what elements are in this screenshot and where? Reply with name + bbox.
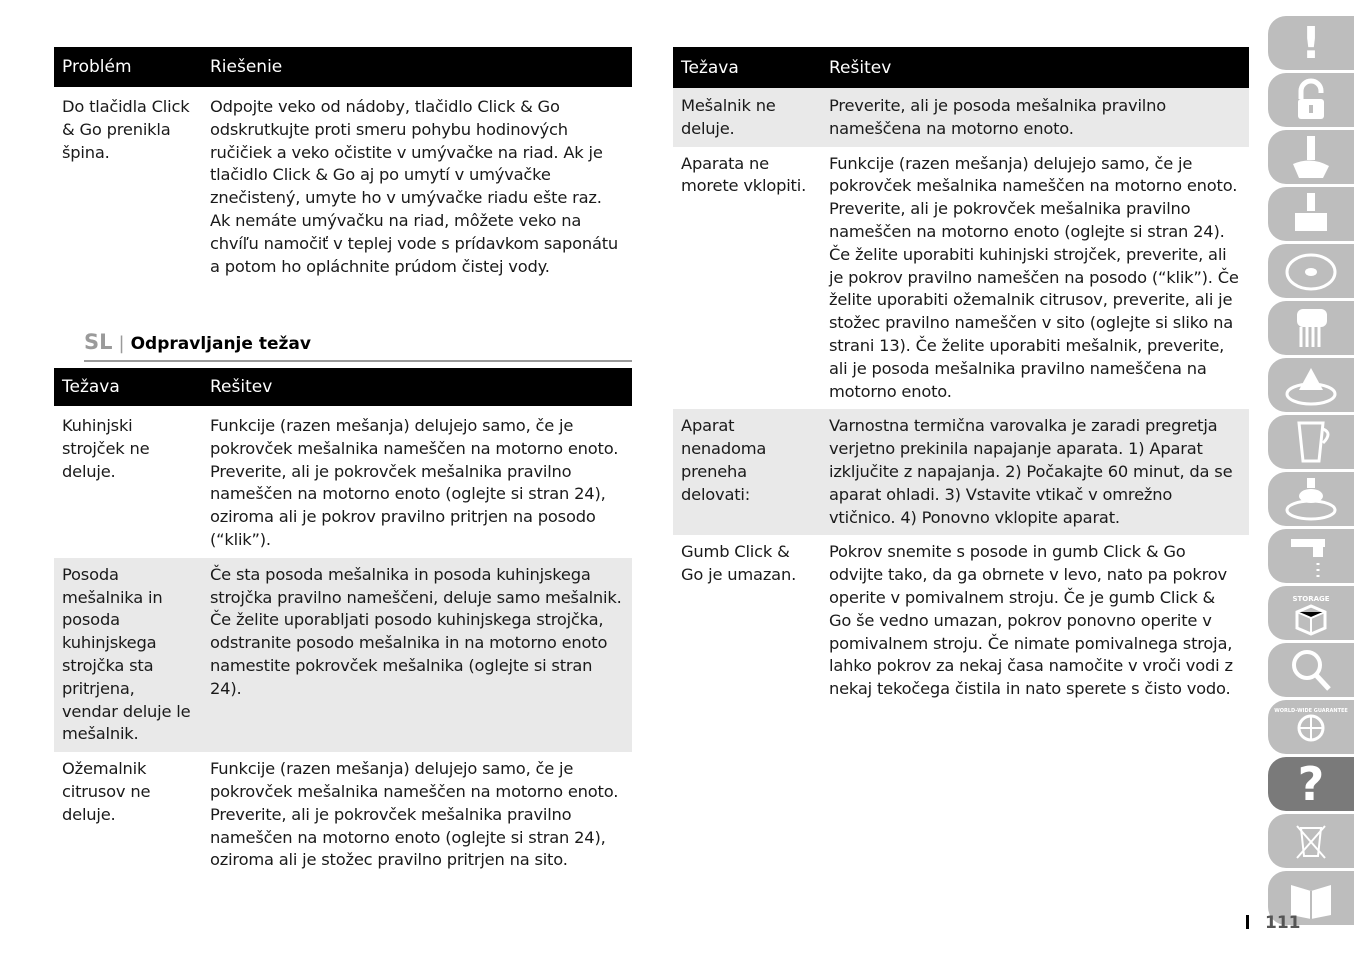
column-header-solution: Rešitev	[202, 368, 632, 406]
problem-cell: Kuhinjski strojček ne deluje.	[62, 416, 150, 481]
food-processor-icon	[1283, 191, 1339, 237]
table-row	[673, 409, 1249, 535]
problem-cell: Posoda mešalnika in posoda kuhinjskega strojčka sta pritrjena, vendar deluje le mešalnik.	[54, 558, 202, 752]
assembly-icon	[1283, 476, 1339, 522]
column-header-problem: Problém	[54, 47, 202, 87]
page-number	[1246, 913, 1301, 933]
storage-box-icon	[1283, 590, 1339, 636]
tab-safety[interactable]	[1268, 16, 1354, 70]
table-row	[54, 406, 632, 558]
column-header-solution: Rešitev	[821, 47, 1249, 88]
solution-cell: Varnostna termična varovalka je zaradi pregretja verjetno prekinila napajanje aparata. 1) Aparat izključite z napajanja. 2) Počakajte 60 minut, da se aparat ohladi. 3) Vstavite vtikač v omrežno vtičnico. 4) Ponovno vklopite aparat.	[821, 409, 1249, 535]
tab-jug[interactable]	[1268, 415, 1354, 469]
problem-cell: Aparat nenadoma preneha delovati:	[673, 409, 821, 535]
solution-cell: Če sta posoda mešalnika in posoda kuhinjskega strojčka pravilno nameščeni, deluje samo mešalnik. Če želite uporabljati posodo kuhinjskega strojčka, odstranite posodo mešalnika in na motorno enoto namestite pokrovček mešalnika (oglejte si stran 24).	[202, 558, 632, 752]
whisk-icon	[1283, 305, 1339, 351]
table-row	[54, 87, 632, 284]
troubleshooting-table-sk	[54, 47, 632, 284]
guarantee-label: WORLD-WIDE GUARANTEE	[1274, 708, 1348, 714]
solution-cell: Preverite, ali je posoda mešalnika pravilno nameščena na motorno enoto.	[821, 88, 1249, 147]
padlock-icon	[1283, 77, 1339, 123]
problem-cell: Mešalnik ne deluje.	[673, 88, 821, 147]
column-header-problem: Težava	[54, 368, 202, 406]
slicing-disc-icon	[1283, 248, 1339, 294]
citrus-press-icon	[1283, 362, 1339, 408]
solution-cell: Odpojte veko od nádoby, tlačidlo Click & Go odskrutkujte proti smeru pohybu hodinových ručičiek a veko očistite v umývačke na riad. Ak je tlačidlo Click & Go aj po umytí v umývačke znečistený, umyte ho v umývačke riadu ešte raz. Ak nemáte umývačku na riad, môžete veko na chvíľu namočiť v teplej vode s prídavkom saponátu a potom ho opláchnite prúdom čistej vody.	[210, 97, 619, 276]
problem-cell: Aparata ne morete vklopiti.	[681, 153, 807, 196]
globe-icon	[1274, 704, 1348, 750]
tab-citrus-press[interactable]	[1268, 358, 1354, 412]
problem-cell: Do tlačidla Click & Go prenikla špina.	[62, 97, 190, 162]
page-number-bar	[1246, 915, 1249, 929]
tab-food-processor[interactable]	[1268, 187, 1354, 241]
tab-troubleshooting[interactable]	[1268, 757, 1354, 811]
tab-guarantee[interactable]	[1268, 700, 1354, 754]
tab-lock[interactable]	[1268, 73, 1354, 127]
table-row	[673, 147, 1249, 410]
table-header-row	[54, 368, 632, 406]
question-icon: ?	[1297, 757, 1325, 811]
tab-environment[interactable]	[1268, 814, 1354, 868]
solution-cell: Funkcije (razen mešanja) delujejo samo, če je pokrovček mešalnika nameščen na motorno enoto. Preverite, ali je pokrovček mešalnika pravilno nameščen na motorno enoto (oglejte si stran 24). Če želite uporabiti kuhinjski strojček, preverite, ali je pokrov pravilno nameščen na posodo (“klik”). Če želite uporabiti ožemalnik citrusov, preverite, ali je stožec pravilno nameščen v sito (oglejte si sliko na strani 13). Če želite uporabiti mešalnik, preverite, ali je posoda mešalnika pravilno nameščena na motorno enoto.	[829, 153, 1239, 401]
troubleshooting-table-sl-right	[673, 47, 1249, 707]
jug-icon	[1283, 419, 1339, 465]
table-row	[54, 752, 632, 878]
solution-cell: Funkcije (razen mešanja) delujejo samo, če je pokrovček mešalnika nameščen na motorno enoto. Preverite, ali je pokrovček mešalnika pravilno nameščen na motorno enoto (oglejte si stran 24), oziroma ali je pokrov pravilno pritrjen na posodo (“klik”).	[210, 416, 619, 549]
column-header-solution: Riešenie	[202, 47, 632, 87]
tab-disc[interactable]	[1268, 244, 1354, 298]
section-tabs	[1268, 16, 1354, 928]
column-header-problem: Težava	[673, 47, 821, 88]
section-heading	[84, 330, 632, 362]
tab-cleaning[interactable]	[1268, 529, 1354, 583]
language-code: SL	[84, 330, 113, 354]
tab-assembly[interactable]	[1268, 472, 1354, 526]
solution-cell: Funkcije (razen mešanja) delujejo samo, če je pokrovček mešalnika nameščen na motorno enoto. Preverite, ali je pokrovček mešalnika pravilno nameščen na motorno enoto (oglejte si stran 24), oziroma ali je stožec pravilno pritrjen na sito.	[210, 759, 619, 870]
tab-search[interactable]	[1268, 643, 1354, 697]
tab-storage[interactable]	[1268, 586, 1354, 640]
problem-cell: Ožemalnik citrusov ne deluje.	[62, 759, 151, 824]
table-row	[54, 558, 632, 752]
solution-cell: Pokrov snemite s posode in gumb Click & Go odvijte tako, da ga obrnete v levo, nato pa pokrov operite v pomivalnem stroju. Če je gumb Click & Go še vedno umazan, pokrov ponovno operite v pomivalnem stroju. Če nimate pomivalnega stroja, lahko pokrov za nekaj časa namočite v vroči vodi z nekaj tekočega čistila in nato sperete s čisto vodo.	[829, 542, 1233, 699]
magnifier-icon	[1283, 647, 1339, 693]
exclamation-icon: !	[1300, 17, 1322, 69]
section-title: Odpravljanje težav	[130, 334, 311, 354]
page-number-value: 111	[1265, 913, 1301, 933]
recycle-bin-icon	[1283, 818, 1339, 864]
tap-icon	[1283, 533, 1339, 579]
troubleshooting-table-sl-left	[54, 368, 632, 878]
table-row	[673, 535, 1249, 707]
tab-whisk[interactable]	[1268, 301, 1354, 355]
problem-cell: Gumb Click & Go je umazan.	[681, 542, 797, 585]
blender-icon	[1283, 134, 1339, 180]
storage-label: STORAGE	[1292, 595, 1330, 603]
table-header-row	[673, 47, 1249, 88]
heading-separator: |	[118, 333, 125, 354]
tab-blender[interactable]	[1268, 130, 1354, 184]
table-row	[673, 88, 1249, 147]
table-header-row	[54, 47, 632, 87]
